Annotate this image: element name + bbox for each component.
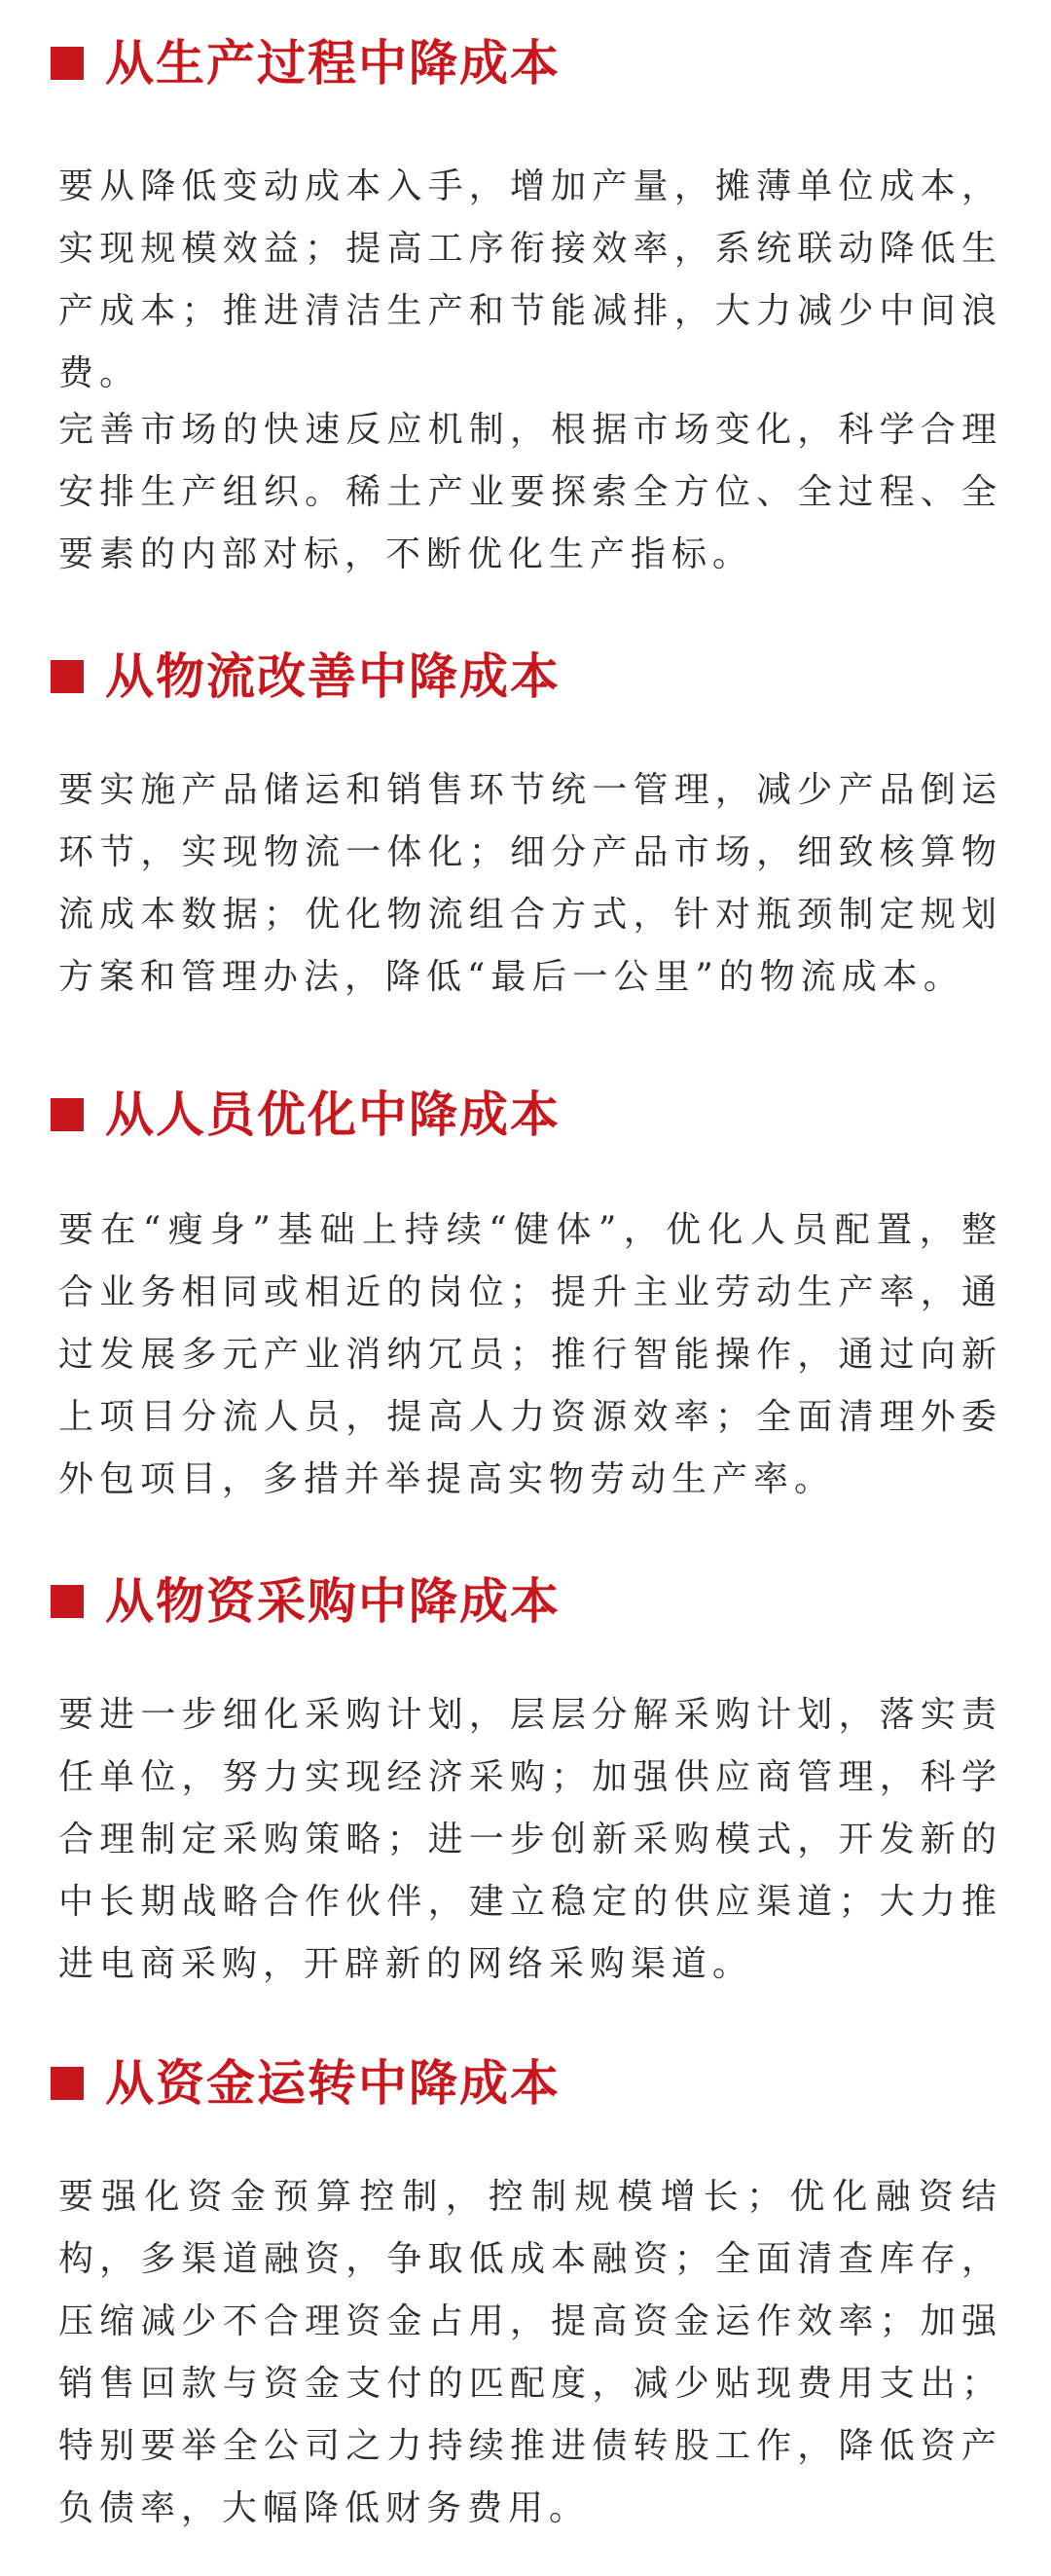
- section-title: 从生产过程中降成本: [105, 35, 561, 92]
- section-heading-personnel: [51, 1081, 561, 1149]
- red-square-bullet-icon: [51, 1585, 84, 1618]
- section-heading-logistics: [51, 643, 561, 711]
- section-title: 从物资采购中降成本: [105, 1573, 561, 1630]
- section-title: 从人员优化中降成本: [105, 1086, 561, 1143]
- red-square-bullet-icon: [51, 1098, 84, 1131]
- red-square-bullet-icon: [51, 660, 84, 693]
- red-square-bullet-icon: [51, 2067, 84, 2100]
- section-paragraph: 要进一步细化采购计划，层层分解采购计划，落实责任单位，努力实现经济采购；加强供应商管理，科学合理制定采购策略；进一步创新采购模式，开发新的中长期战略合作伙伴，建立稳定的供应渠道；大力推进电商采购，开辟新的网络采购渠道。: [58, 1695, 1002, 1984]
- red-square-bullet-icon: [51, 47, 84, 80]
- section-paragraph: 要实施产品储运和销售环节统一管理，减少产品倒运环节，实现物流一体化；细分产品市场，细致核算物流成本数据；优化物流组合方式，针对瓶颈制定规划方案和管理办法，降低“最后一公里”的物流成本。: [58, 770, 1002, 997]
- section-heading-production: [51, 29, 561, 97]
- section-heading-procurement: [51, 1567, 561, 1636]
- section-paragraph: 要在“瘦身”基础上持续“健体”，优化人员配置，整合业务相同或相近的岗位；提升主业劳动生产率，通过发展多元产业消纳冗员；推行智能操作，通过向新上项目分流人员，提高人力资源效率；全面清理外委外包项目，多措并举提高实物劳动生产率。: [58, 1210, 1002, 1499]
- section-heading-capital: [51, 2049, 561, 2117]
- section-paragraph: 完善市场的快速反应机制，根据市场变化，科学合理安排生产组织。稀土产业要探索全方位、全过程、全要素的内部对标，不断优化生产指标。: [58, 410, 1002, 574]
- section-title: 从物流改善中降成本: [105, 648, 561, 705]
- section-paragraph: 要从降低变动成本入手，增加产量，摊薄单位成本，实现规模效益；提高工序衔接效率，系统联动降低生产成本；推进清洁生产和节能减排，大力减少中间浪费。: [58, 166, 1002, 393]
- section-title: 从资金运转中降成本: [105, 2055, 561, 2112]
- section-paragraph: 要强化资金预算控制，控制规模增长；优化融资结构，多渠道融资，争取低成本融资；全面清查库存，压缩减少不合理资金占用，提高资金运作效率；加强销售回款与资金支付的匹配度，减少贴现费用支出；特别要举全公司之力持续推进债转股工作，降低资产负债率，大幅降低财务费用。: [58, 2177, 1002, 2528]
